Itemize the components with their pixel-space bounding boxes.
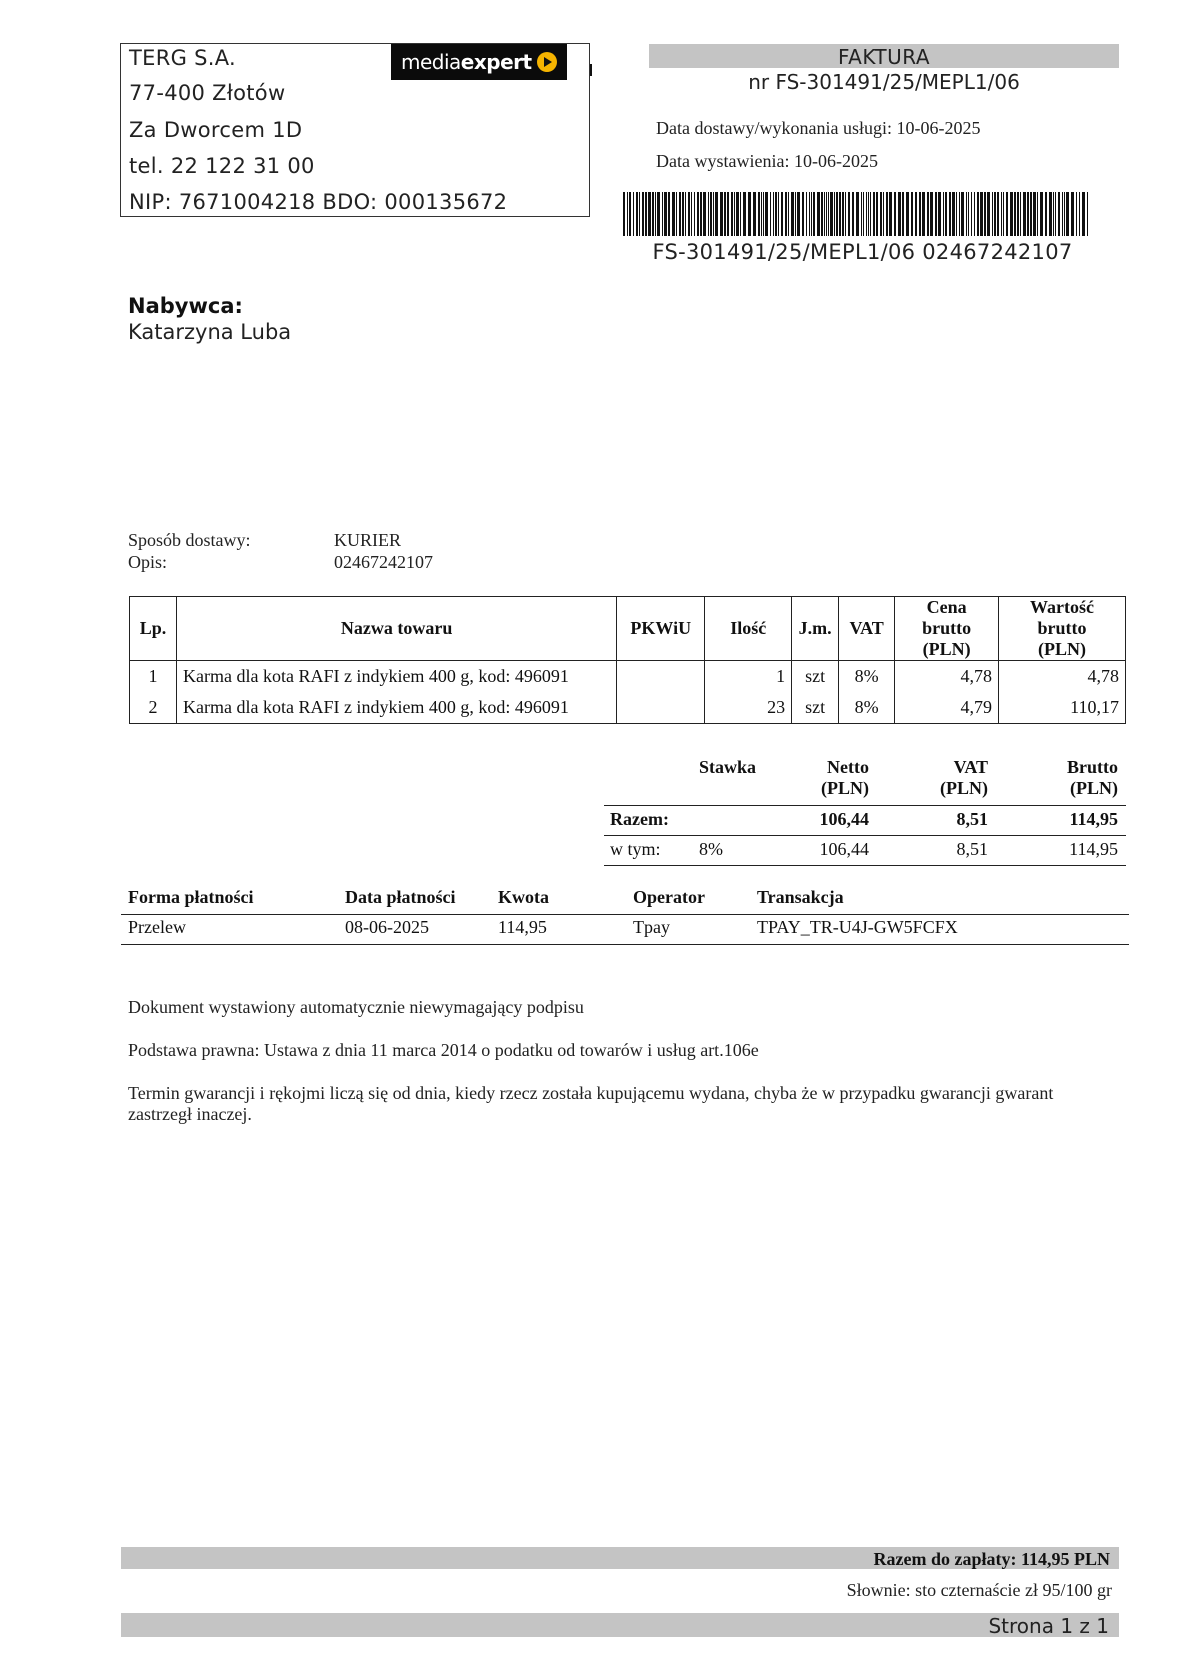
- barcode-bar: [734, 192, 735, 236]
- buyer-label: Nabywca:: [128, 294, 243, 318]
- summary-header-vat: [934, 757, 988, 799]
- barcode-bar: [1037, 192, 1038, 236]
- barcode-bar: [1087, 192, 1088, 236]
- barcode-bar: [775, 192, 777, 236]
- barcode-bar: [788, 192, 789, 236]
- barcode-bar: [813, 192, 815, 236]
- barcode-bar: [894, 192, 896, 236]
- barcode-text: FS-301491/25/MEPL1/06 02467242107: [652, 240, 1073, 264]
- delivery-desc-label: Opis:: [128, 552, 168, 572]
- summary-breakdown-net: 106,44: [819, 839, 869, 859]
- barcode-bar: [956, 192, 957, 236]
- barcode-bar: [880, 192, 882, 236]
- barcode-bar: [691, 192, 692, 236]
- logo-text-expert: expert: [460, 50, 532, 74]
- summary-header-rate: Stawka: [699, 757, 757, 777]
- col-header-pkwiu: PKWiU: [617, 597, 705, 661]
- barcode-bar: [1017, 192, 1019, 236]
- barcode-bar: [676, 192, 677, 236]
- note-warranty: Termin gwarancji i rękojmi liczą się od dnia, kiedy rzecz została kupującemu wydana, chyba że w przypadku gwarancji gwarant zastrzegł inaczej.: [128, 1083, 1054, 1124]
- summary-header-row: [604, 757, 1126, 805]
- barcode-bar: [830, 192, 833, 236]
- barcode-bar: [811, 192, 812, 236]
- barcode-bar: [1001, 192, 1002, 236]
- payment-transaction: TPAY_TR-U4J-GW5FCFX: [757, 917, 958, 937]
- summary-total-row: [604, 805, 1126, 835]
- barcode-bar: [1049, 192, 1052, 236]
- barcode-bar: [968, 192, 969, 236]
- payment-header-operator: Operator: [633, 887, 705, 907]
- barcode-bar: [856, 192, 859, 236]
- cell-lp: 2: [130, 692, 177, 724]
- barcode-bar: [795, 192, 796, 236]
- cell-qty: 1: [705, 661, 792, 693]
- summary-total-net: 106,44: [819, 809, 869, 829]
- barcode-bar: [642, 192, 644, 236]
- col-header-vat: VAT: [839, 597, 895, 661]
- barcode-bar: [753, 192, 756, 236]
- barcode-bar: [1045, 192, 1047, 236]
- cell-value: 110,17: [999, 692, 1126, 724]
- delivery-date: Data dostawy/wykonania usługi: 10-06-2025: [656, 118, 981, 138]
- cell-lp: 1: [130, 661, 177, 693]
- barcode-bar: [949, 192, 951, 236]
- logo-text-media: media: [401, 50, 461, 74]
- barcode-bar: [997, 192, 999, 236]
- delivery-method-value: KURIER: [334, 530, 401, 550]
- barcode-bar: [984, 192, 986, 236]
- barcode-bar: [987, 192, 990, 236]
- cell-qty: 23: [705, 692, 792, 724]
- barcode-bar: [748, 192, 751, 236]
- barcode-bar: [842, 192, 844, 236]
- barcode-bar: [868, 192, 869, 236]
- barcode-bar: [664, 192, 667, 236]
- summary-header-net: [809, 757, 869, 799]
- barcode-bar: [668, 192, 670, 236]
- col-header-price-line3: (PLN): [922, 639, 971, 659]
- barcode-bar: [679, 192, 681, 236]
- barcode-bar: [834, 192, 835, 236]
- barcode-bar: [770, 192, 771, 236]
- barcode-bar: [930, 192, 933, 236]
- delivery-desc-value: 02467242107: [334, 552, 433, 572]
- cell-value: 4,78: [999, 661, 1126, 693]
- summary-header-gross-line1: Brutto: [1067, 757, 1118, 777]
- barcode-bar: [961, 192, 964, 236]
- barcode-bar: [629, 192, 631, 236]
- barcode-bar: [1003, 192, 1004, 236]
- barcode-bar: [966, 192, 967, 236]
- mediaexpert-logo: [391, 44, 567, 80]
- invoice-title-bar: FAKTURA: [649, 44, 1119, 68]
- seller-tax-ids: NIP: 7671004218 BDO: 000135672: [129, 190, 508, 214]
- items-table: [129, 596, 1126, 724]
- barcode-bar: [1027, 192, 1029, 236]
- barcode-bar: [763, 192, 764, 236]
- payment-date: 08-06-2025: [345, 917, 429, 937]
- seller-street: Za Dworcem 1D: [129, 118, 303, 142]
- barcode-bar: [836, 192, 838, 236]
- barcode-bar: [945, 192, 947, 236]
- barcode-bar: [761, 192, 762, 236]
- buyer-name: Katarzyna Luba: [128, 320, 292, 344]
- cell-unit: szt: [792, 661, 839, 693]
- barcode-bar: [1006, 192, 1008, 236]
- page-number-bar: Strona 1 z 1: [121, 1613, 1119, 1637]
- summary-breakdown-rate: 8%: [699, 839, 723, 859]
- cell-unit: szt: [792, 692, 839, 724]
- summary-total-label: Razem:: [610, 809, 669, 829]
- barcode-bar: [889, 192, 892, 236]
- barcode-bar: [662, 192, 663, 236]
- payment-header-transaction: Transakcja: [757, 887, 844, 907]
- barcode-bar: [992, 192, 993, 236]
- barcode-bar: [708, 192, 709, 236]
- barcode-bar: [971, 192, 972, 236]
- barcode-bar: [980, 192, 983, 236]
- barcode-bar: [839, 192, 841, 236]
- barcode-bar: [1030, 192, 1032, 236]
- col-header-qty: Ilość: [705, 597, 792, 661]
- table-row: [130, 692, 1126, 724]
- payment-header-date: Data płatności: [345, 887, 456, 907]
- barcode-bar: [710, 192, 712, 236]
- barcode-bar: [648, 192, 651, 236]
- barcode-bar: [703, 192, 706, 236]
- barcode-bar: [876, 192, 878, 236]
- barcode-bar: [1062, 192, 1063, 236]
- col-header-value-line3: (PLN): [1038, 639, 1087, 659]
- barcode-bar: [898, 192, 901, 236]
- logo-divider: [590, 64, 592, 76]
- payment-method: Przelew: [128, 917, 186, 937]
- total-due-bar: Razem do zapłaty: 114,95 PLN: [121, 1547, 1119, 1569]
- barcode-bar: [911, 192, 913, 236]
- barcode-bar: [731, 192, 733, 236]
- barcode-bar: [655, 192, 656, 236]
- cell-name: Karma dla kota RAFI z indykiem 400 g, kod: 496091: [176, 692, 616, 724]
- barcode-bar: [639, 192, 640, 236]
- barcode-bar: [863, 192, 864, 236]
- barcode-bar: [682, 192, 684, 236]
- barcode-bar: [736, 192, 739, 236]
- barcode-bar: [1053, 192, 1054, 236]
- cell-name: Karma dla kota RAFI z indykiem 400 g, kod: 496091: [176, 661, 616, 693]
- seller-phone: tel. 22 122 31 00: [129, 154, 315, 178]
- barcode-bar: [652, 192, 654, 236]
- barcode-bar: [1064, 192, 1065, 236]
- barcode-bar: [785, 192, 787, 236]
- barcode-bar: [959, 192, 960, 236]
- barcode-bar: [685, 192, 686, 236]
- barcode-bar: [758, 192, 760, 236]
- items-header-row: [130, 597, 1126, 661]
- col-header-price: [895, 597, 999, 661]
- note-legal-basis: Podstawa prawna: Ustawa z dnia 11 marca 2014 o podatku od towarów i usług art.106e: [128, 1040, 759, 1060]
- summary-breakdown-gross: 114,95: [1069, 839, 1118, 859]
- col-header-price-line2: brutto: [922, 618, 972, 638]
- barcode-bar: [824, 192, 825, 236]
- barcode-bar: [922, 192, 925, 236]
- summary-header-vat-line2: (PLN): [940, 778, 988, 798]
- issue-date: Data wystawienia: 10-06-2025: [656, 151, 878, 171]
- col-header-unit: J.m.: [792, 597, 839, 661]
- col-header-value: [999, 597, 1126, 661]
- barcode-bar: [1058, 192, 1060, 236]
- barcode-bar: [694, 192, 695, 236]
- barcode-bar: [1079, 192, 1080, 236]
- payment-row: [121, 915, 1129, 945]
- seller-city: 77-400 Złotów: [129, 81, 286, 105]
- vat-summary: [604, 757, 1126, 866]
- barcode-bar: [952, 192, 955, 236]
- barcode-bar: [720, 192, 723, 236]
- payment-header-row: [121, 887, 1129, 915]
- summary-breakdown-label: w tym:: [610, 839, 661, 859]
- summary-total-gross: 114,95: [1069, 809, 1118, 829]
- barcode-bar: [713, 192, 714, 236]
- barcode-bar: [845, 192, 846, 236]
- barcode-bar: [977, 192, 979, 236]
- summary-breakdown-vat: 8,51: [956, 839, 988, 859]
- barcode-bar: [633, 192, 634, 236]
- amount-in-words: Słownie: sto czternaście zł 95/100 gr: [846, 1580, 1112, 1600]
- barcode-bar: [778, 192, 779, 236]
- barcode-bar: [645, 192, 647, 236]
- barcode-bar: [852, 192, 854, 236]
- cell-price: 4,78: [895, 661, 999, 693]
- col-header-value-line2: brutto: [1037, 618, 1087, 638]
- payment-table: [121, 887, 1129, 945]
- summary-header-gross: [1044, 757, 1118, 799]
- seller-box: [120, 43, 590, 217]
- cell-vat: 8%: [839, 692, 895, 724]
- barcode-bar: [740, 192, 741, 236]
- barcode-bar: [866, 192, 867, 236]
- barcode-bar: [861, 192, 862, 236]
- summary-breakdown-row: [604, 835, 1126, 866]
- barcode-bar: [915, 192, 917, 236]
- col-header-price-line1: Cena: [926, 597, 967, 617]
- barcode-bar: [657, 192, 660, 236]
- barcode-bar: [886, 192, 888, 236]
- barcode-bar: [636, 192, 638, 236]
- cell-pkwiu: [617, 661, 705, 693]
- payment-header-method: Forma płatności: [128, 887, 254, 907]
- barcode-bar: [806, 192, 807, 236]
- barcode-bar: [938, 192, 941, 236]
- barcode-bar: [817, 192, 820, 236]
- payment-operator: Tpay: [633, 917, 670, 937]
- barcode-bar: [1040, 192, 1043, 236]
- barcode-bar: [906, 192, 909, 236]
- barcode-bar: [870, 192, 871, 236]
- barcode-bar: [935, 192, 937, 236]
- barcode-bar: [697, 192, 699, 236]
- barcode-bar: [672, 192, 675, 236]
- barcode-bar: [943, 192, 944, 236]
- barcode-bar: [715, 192, 718, 236]
- barcode-bar: [994, 192, 996, 236]
- table-row: [130, 661, 1126, 693]
- summary-header-gross-line2: (PLN): [1070, 778, 1118, 798]
- barcode-bar: [724, 192, 726, 236]
- summary-header-net-line2: (PLN): [821, 778, 869, 798]
- barcode-bar: [688, 192, 690, 236]
- payment-amount: 114,95: [498, 917, 547, 937]
- invoice-number: nr FS-301491/25/MEPL1/06: [748, 70, 1020, 94]
- col-header-name: Nazwa towaru: [176, 597, 616, 661]
- barcode-bar: [809, 192, 810, 236]
- barcode-bar: [765, 192, 768, 236]
- barcode-bar: [1071, 192, 1074, 236]
- barcode-bar: [1076, 192, 1077, 236]
- barcode-bar: [727, 192, 729, 236]
- play-icon: [537, 52, 557, 72]
- barcode-bar: [791, 192, 794, 236]
- barcode-bar: [1066, 192, 1069, 236]
- payment-header-amount: Kwota: [498, 887, 549, 907]
- barcode-bar: [743, 192, 746, 236]
- barcode-image: [623, 192, 1088, 236]
- summary-total-vat: 8,51: [956, 809, 988, 829]
- barcode-bar: [883, 192, 884, 236]
- barcode-bar: [797, 192, 800, 236]
- barcode-bar: [627, 192, 628, 236]
- barcode-bar: [781, 192, 783, 236]
- note-auto-document: Dokument wystawiony automatycznie niewymagający podpisu: [128, 997, 584, 1017]
- barcode-bar: [1055, 192, 1056, 236]
- cell-price: 4,79: [895, 692, 999, 724]
- barcode-bar: [927, 192, 929, 236]
- seller-name: TERG S.A.: [129, 46, 237, 70]
- summary-header-vat-line1: VAT: [953, 757, 988, 777]
- barcode-bar: [700, 192, 702, 236]
- cell-vat: 8%: [839, 661, 895, 693]
- barcode-bar: [919, 192, 921, 236]
- barcode-bar: [974, 192, 975, 236]
- col-header-lp: Lp.: [130, 597, 177, 661]
- barcode-bar: [773, 192, 774, 236]
- barcode-bar: [826, 192, 827, 236]
- barcode-bar: [873, 192, 875, 236]
- barcode-bar: [1020, 192, 1021, 236]
- barcode-bar: [848, 192, 850, 236]
- barcode-bar: [1082, 192, 1085, 236]
- col-header-value-line1: Wartość: [1030, 597, 1094, 617]
- barcode-bar: [828, 192, 829, 236]
- summary-header-net-line1: Netto: [827, 757, 869, 777]
- barcode-bar: [902, 192, 904, 236]
- barcode-bar: [1014, 192, 1016, 236]
- delivery-method-label: Sposób dostawy:: [128, 530, 251, 550]
- barcode-bar: [1010, 192, 1013, 236]
- barcode-bar: [1033, 192, 1036, 236]
- barcode-bar: [1023, 192, 1026, 236]
- barcode-bar: [821, 192, 823, 236]
- barcode-bar: [623, 192, 625, 236]
- barcode-bar: [802, 192, 804, 236]
- cell-pkwiu: [617, 692, 705, 724]
